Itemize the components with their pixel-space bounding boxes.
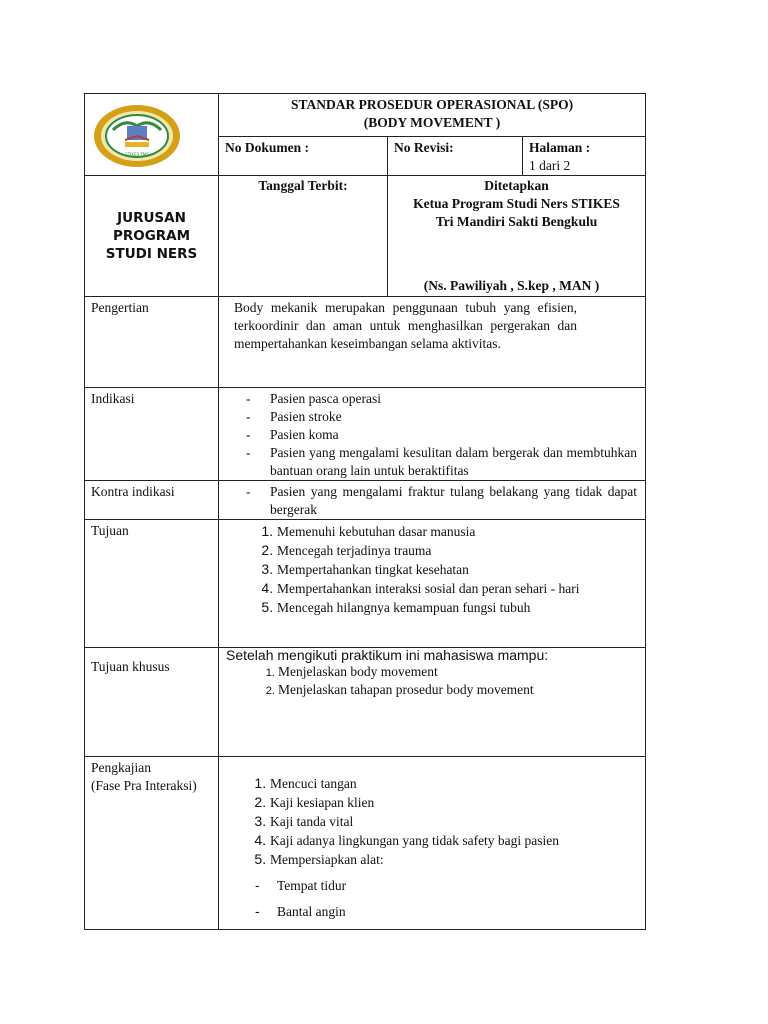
halaman-value: 1 dari 2 (529, 158, 571, 173)
list-item: 4. Kaji adanya lingkungan yang tidak safety bagi pasien (270, 831, 645, 850)
list-item: - Pasien pasca operasi (270, 390, 637, 408)
document-subtitle: (BODY MOVEMENT ) (363, 115, 501, 130)
halaman-cell (523, 137, 646, 176)
ditetapkan-label: Ditetapkan (484, 178, 549, 193)
pengertian-content (219, 297, 646, 388)
no-dokumen-cell (219, 137, 388, 176)
no-revisi-cell (388, 137, 523, 176)
indikasi-label: Indikasi (85, 388, 219, 481)
pengkajian-content (219, 757, 646, 930)
halaman-label: Halaman : (529, 140, 591, 155)
list-item: 1. Memenuhi kebutuhan dasar manusia (277, 522, 617, 541)
jurusan-line3: STUDI NERS (105, 246, 198, 262)
list-item: 1. Menjelaskan body movement (278, 663, 645, 681)
list-item: - Pasien koma (270, 426, 637, 444)
no-dokumen-label: No Dokumen : (225, 140, 310, 155)
pengkajian-label (85, 757, 219, 930)
pengkajian-label-line2: (Fase Pra Interaksi) (91, 778, 197, 793)
tujuan-content (219, 520, 646, 648)
list-item: 3. Kaji tanda vital (270, 812, 645, 831)
list-item: 3. Mempertahankan tingkat kesehatan (277, 560, 617, 579)
jurusan-cell (85, 176, 219, 297)
no-revisi-label: No Revisi: (394, 140, 454, 155)
logo-text: STIKES TMS (125, 151, 149, 157)
pengkajian-label-line1: Pengkajian (91, 760, 151, 775)
list-item: 2. Menjelaskan tahapan prosedur body movement (278, 681, 645, 699)
list-item: - Pasien yang mengalami fraktur tulang belakang yang tidak dapat bergerak (270, 483, 637, 519)
title-cell (219, 94, 646, 137)
logo-cell (85, 94, 219, 176)
pengertian-label: Pengertian (85, 297, 219, 388)
ketua-line1: Ketua Program Studi Ners STIKES (413, 196, 620, 211)
list-item: - Pasien stroke (270, 408, 637, 426)
list-item: 4. Mempertahankan interaksi sosial dan peran sehari - hari (277, 579, 617, 598)
tujuan-khusus-label: Tujuan khusus (85, 648, 219, 757)
stikes-logo (85, 96, 217, 174)
tujuan-khusus-content (219, 648, 646, 757)
indikasi-content (219, 388, 646, 481)
list-item: 2. Kaji kesiapan klien (270, 793, 645, 812)
list-item: - Tempat tidur (277, 877, 645, 895)
list-item: 1. Mencuci tangan (270, 774, 645, 793)
list-item: 5. Mempersiapkan alat: (270, 850, 645, 869)
list-item: - Bantal angin (277, 903, 645, 921)
tujuan-khusus-intro: Setelah mengikuti praktikum ini mahasiswa mampu: (226, 647, 549, 663)
spo-table (84, 93, 646, 930)
kontra-indikasi-label: Kontra indikasi (85, 481, 219, 520)
tujuan-label: Tujuan (85, 520, 219, 648)
list-item: 5. Mencegah hilangnya kemampuan fungsi tubuh (277, 598, 617, 617)
kontra-indikasi-content (219, 481, 646, 520)
jurusan-line2: PROGRAM (112, 228, 191, 244)
tanggal-terbit-cell (219, 176, 388, 297)
jurusan-line1: JURUSAN (117, 210, 186, 226)
pengertian-text: Body mekanik merupakan penggunaan tubuh yang efisien, terkoordinir dan aman untuk menghasilkan pergerakan dan mempertahankan keseimbangan selama aktivitas. (234, 300, 578, 351)
ketua-line2: Tri Mandiri Sakti Bengkulu (435, 214, 598, 229)
signatory-name: (Ns. Pawiliyah , S.kep , MAN ) (423, 278, 600, 293)
list-item: 2. Mencegah terjadinya trauma (277, 541, 617, 560)
ditetapkan-cell (388, 176, 646, 297)
document-title: STANDAR PROSEDUR OPERASIONAL (SPO) (290, 97, 574, 112)
list-item: - Pasien yang mengalami kesulitan dalam bergerak dan membtuhkan bantuan orang lain untuk beraktifitas (270, 444, 637, 480)
tanggal-terbit-label: Tanggal Terbit: (258, 178, 348, 193)
